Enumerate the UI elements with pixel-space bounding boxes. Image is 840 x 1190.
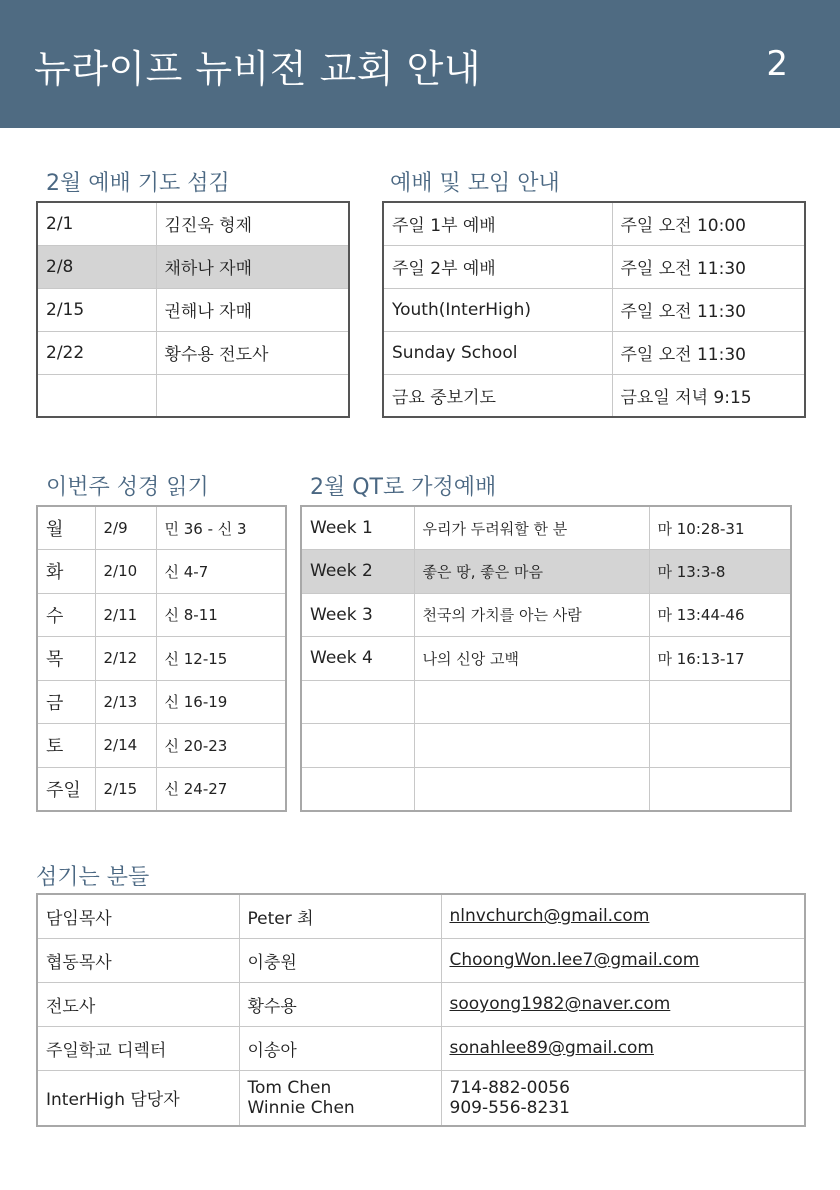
prayer-name: 채하나 자매 [156,245,349,288]
qt-reference: 마 13:3-8 [649,550,791,594]
table-row [383,331,805,374]
qt-topic: 나의 신앙 고백 [414,637,649,681]
qt-week: Week 1 [301,506,414,550]
staff-role: 주일학교 디렉터 [37,1026,239,1070]
prayer-date: 2/8 [37,245,156,288]
reading-date: 2/10 [95,550,156,594]
table-row [301,724,791,768]
reading-date: 2/12 [95,637,156,681]
table-row [301,767,791,811]
qt-reference: 마 10:28-31 [649,506,791,550]
table-row [37,938,805,982]
staff-role: InterHigh 담당자 [37,1070,239,1126]
page-title: 뉴라이프 뉴비전 교회 안내 [34,47,482,91]
reading-table [36,505,287,812]
table-row [37,550,286,594]
table-row [37,245,349,288]
prayer-name: 김진욱 형제 [156,202,349,245]
staff-name: Tom Chen [247,1077,332,1098]
staff-name: Peter 최 [239,894,441,938]
qt-topic: 우리가 두려워할 한 분 [414,506,649,550]
reading-day: 주일 [37,767,95,811]
staff-email-link[interactable]: sonahlee89@gmail.com [449,1038,654,1058]
qt-table [300,505,792,812]
service-time: 주일 오전 11:30 [612,331,805,374]
service-name: Youth(InterHigh) [383,288,612,331]
staff-phone: 909-556-8231 [449,1097,570,1118]
table-row [37,637,286,681]
service-name: 금요 중보기도 [383,374,612,417]
staff-phones-cell [441,1070,805,1126]
staff-section-title: 섬기는 분들 [36,865,150,890]
staff-role: 협동목사 [37,938,239,982]
reading-day: 월 [37,506,95,550]
reading-date: 2/13 [95,680,156,724]
staff-role: 전도사 [37,982,239,1026]
staff-role: 담임목사 [37,894,239,938]
table-row [383,202,805,245]
service-time: 금요일 저녁 9:15 [612,374,805,417]
empty-cell [301,724,414,768]
empty-cell [414,680,649,724]
service-name: Sunday School [383,331,612,374]
reading-day: 수 [37,593,95,637]
empty-cell [649,767,791,811]
table-row [37,593,286,637]
reading-date: 2/15 [95,767,156,811]
qt-week: Week 4 [301,637,414,681]
staff-phone: 714-882-0056 [449,1077,570,1098]
table-row [37,506,286,550]
reading-day: 금 [37,680,95,724]
table-row [37,331,349,374]
qt-reference: 마 16:13-17 [649,637,791,681]
prayer-date: 2/22 [37,331,156,374]
staff-email-link[interactable]: nlnvchurch@gmail.com [449,906,650,927]
table-row [37,288,349,331]
empty-cell [649,680,791,724]
prayer-table [36,201,350,418]
reading-passage: 민 36 - 신 3 [156,506,286,550]
qt-topic: 천국의 가치를 아는 사람 [414,593,649,637]
staff-email-link[interactable]: ChoongWon.lee7@gmail.com [449,950,700,970]
service-time: 주일 오전 10:00 [612,202,805,245]
service-time: 주일 오전 11:30 [612,245,805,288]
prayer-section-title: 2월 예배 기도 섬김 [46,171,230,196]
staff-email-link[interactable]: sooyong1982@naver.com [449,994,671,1014]
staff-names-cell [239,1070,441,1126]
table-row [301,637,791,681]
reading-date: 2/11 [95,593,156,637]
reading-passage: 신 16-19 [156,680,286,724]
table-row [37,982,805,1026]
reading-day: 화 [37,550,95,594]
service-name: 주일 1부 예배 [383,202,612,245]
staff-name: 황수용 [239,982,441,1026]
table-row [383,374,805,417]
table-row [383,288,805,331]
qt-reference: 마 13:44-46 [649,593,791,637]
services-table [382,201,806,418]
table-row [301,506,791,550]
reading-date: 2/14 [95,724,156,768]
empty-cell [301,767,414,811]
table-row [301,593,791,637]
reading-passage: 신 24-27 [156,767,286,811]
staff-table [36,893,806,1127]
empty-cell [414,724,649,768]
reading-day: 목 [37,637,95,681]
empty-cell [301,680,414,724]
empty-cell [37,374,156,417]
empty-cell [414,767,649,811]
qt-topic: 좋은 땅, 좋은 마음 [414,550,649,594]
table-row [301,550,791,594]
prayer-name: 황수용 전도사 [156,331,349,374]
service-name: 주일 2부 예배 [383,245,612,288]
prayer-date: 2/15 [37,288,156,331]
table-row [37,767,286,811]
reading-passage: 신 12-15 [156,637,286,681]
prayer-name: 권해나 자매 [156,288,349,331]
reading-passage: 신 20-23 [156,724,286,768]
table-row [37,724,286,768]
qt-week: Week 3 [301,593,414,637]
reading-date: 2/9 [95,506,156,550]
page-number: 2 [766,44,788,84]
table-row [37,1026,805,1070]
qt-week: Week 2 [301,550,414,594]
reading-section-title: 이번주 성경 읽기 [46,475,209,500]
table-row [37,1070,805,1126]
table-row [301,680,791,724]
reading-passage: 신 4-7 [156,550,286,594]
table-row [37,374,349,417]
table-row [37,894,805,938]
empty-cell [649,724,791,768]
table-row [383,245,805,288]
page-header [0,0,840,128]
prayer-date: 2/1 [37,202,156,245]
staff-name: 이송아 [239,1026,441,1070]
table-row [37,202,349,245]
staff-name: 이충원 [239,938,441,982]
services-section-title: 예배 및 모임 안내 [390,171,560,196]
qt-section-title: 2월 QT로 가정예배 [310,475,497,500]
reading-day: 토 [37,724,95,768]
staff-name: Winnie Chen [247,1097,355,1118]
service-time: 주일 오전 11:30 [612,288,805,331]
table-row [37,680,286,724]
empty-cell [156,374,349,417]
reading-passage: 신 8-11 [156,593,286,637]
